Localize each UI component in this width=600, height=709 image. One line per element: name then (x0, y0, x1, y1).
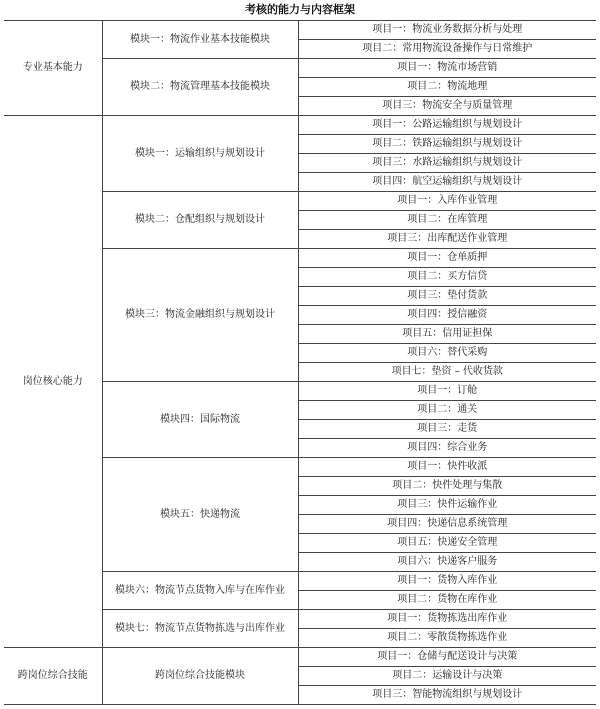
project-cell: 项目二：物流地理 (298, 78, 596, 97)
project-cell: 项目六：替代采购 (298, 344, 596, 363)
project-cell: 项目二：快件处理与集散 (298, 477, 596, 496)
module-cell: 模块一：运输组织与规划设计 (102, 116, 298, 192)
module-cell: 模块四：国际物流 (102, 382, 298, 458)
project-cell: 项目一：仓储与配送设计与决策 (298, 648, 596, 667)
table-row (4, 116, 596, 135)
project-cell: 项目一：货物拣选出库作业 (298, 610, 596, 629)
ability-cell: 岗位核心能力 (4, 116, 102, 648)
project-cell: 项目二：买方信贷 (298, 268, 596, 287)
ability-content-framework-table (4, 20, 596, 705)
project-cell: 项目一：物流市场营销 (298, 59, 596, 78)
project-cell: 项目三：垫付货款 (298, 287, 596, 306)
project-cell: 项目二：在库管理 (298, 211, 596, 230)
project-cell: 项目二：通关 (298, 401, 596, 420)
project-cell: 项目一：货物入库作业 (298, 572, 596, 591)
project-cell: 项目三：物流安全与质量管理 (298, 97, 596, 116)
project-cell: 项目五：信用证担保 (298, 325, 596, 344)
module-cell: 跨岗位综合技能模块 (102, 648, 298, 705)
module-cell: 模块二：仓配组织与规划设计 (102, 192, 298, 249)
ability-cell: 专业基本能力 (4, 21, 102, 116)
module-cell: 模块六：物流节点货物入库与在库作业 (102, 572, 298, 610)
project-cell: 项目六：快递客户服务 (298, 553, 596, 572)
project-cell: 项目四：快递信息系统管理 (298, 515, 596, 534)
ability-cell: 跨岗位综合技能 (4, 648, 102, 705)
project-cell: 项目一：物流业务数据分析与处理 (298, 21, 596, 40)
project-cell: 项目二：铁路运输组织与规划设计 (298, 135, 596, 154)
project-cell: 项目四：综合业务 (298, 439, 596, 458)
module-cell: 模块五：快递物流 (102, 458, 298, 572)
project-cell: 项目四：航空运输组织与规划设计 (298, 173, 596, 192)
project-cell: 项目一：仓单质押 (298, 249, 596, 268)
project-cell: 项目四：授信融资 (298, 306, 596, 325)
project-cell: 项目二：常用物流设备操作与日常维护 (298, 40, 596, 59)
project-cell: 项目二：运输设计与决策 (298, 667, 596, 686)
project-cell: 项目一：入库作业管理 (298, 192, 596, 211)
project-cell: 项目三：快件运输作业 (298, 496, 596, 515)
module-cell: 模块一：物流作业基本技能模块 (102, 21, 298, 59)
project-cell: 项目三：智能物流组织与规划设计 (298, 686, 596, 705)
module-cell: 模块七：物流节点货物拣选与出库作业 (102, 610, 298, 648)
project-cell: 项目三：出库配送作业管理 (298, 230, 596, 249)
module-cell: 模块二：物流管理基本技能模块 (102, 59, 298, 116)
table-body (4, 21, 596, 705)
table-title: 考核的能力与内容框架 (245, 3, 355, 16)
project-cell: 项目五：快递安全管理 (298, 534, 596, 553)
project-cell: 项目三：水路运输组织与规划设计 (298, 154, 596, 173)
table-row (4, 21, 596, 40)
project-cell: 项目七：垫资 – 代收货款 (298, 363, 596, 382)
project-cell: 项目三：走货 (298, 420, 596, 439)
module-cell: 模块三：物流金融组织与规划设计 (102, 249, 298, 382)
project-cell: 项目二：货物在库作业 (298, 591, 596, 610)
project-cell: 项目一：订舱 (298, 382, 596, 401)
project-cell: 项目二：零散货物拣选作业 (298, 629, 596, 648)
project-cell: 项目一：公路运输组织与规划设计 (298, 116, 596, 135)
project-cell: 项目一：快件收派 (298, 458, 596, 477)
table-row (4, 648, 596, 667)
